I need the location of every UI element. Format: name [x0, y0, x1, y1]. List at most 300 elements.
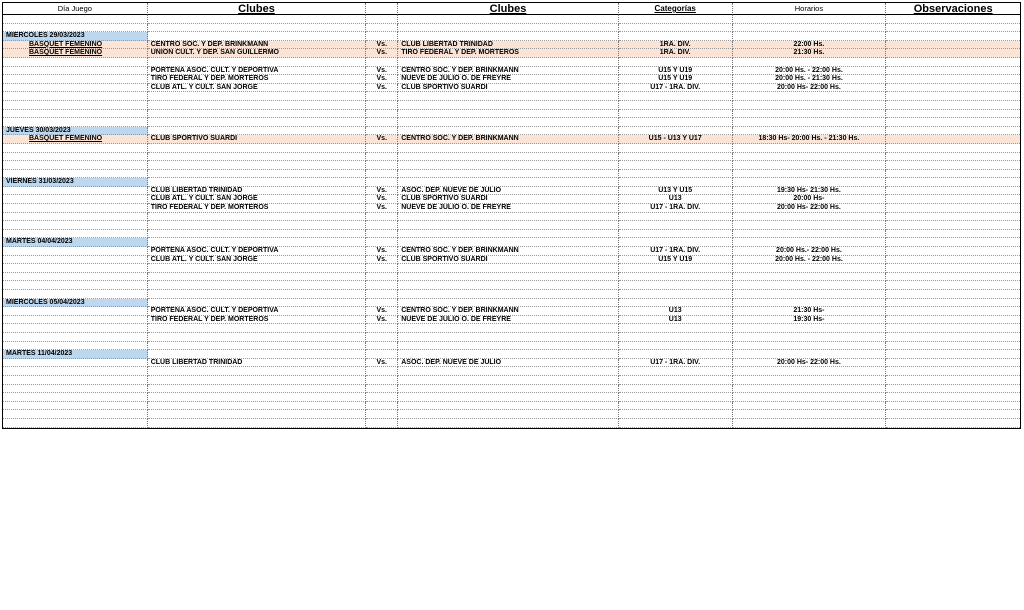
cell-horario — [733, 58, 887, 67]
cell-horario — [733, 281, 887, 290]
cell-horario — [733, 178, 887, 187]
cell-categoria — [619, 367, 733, 376]
cell-categoria — [619, 92, 733, 101]
cell-observaciones — [886, 376, 1020, 385]
cell-categoria — [619, 238, 733, 247]
cell-horario — [733, 376, 887, 385]
cell-club-visitante: ASOC. DEP. NUEVE DE JULIO — [398, 187, 619, 196]
cell-vs — [366, 342, 398, 351]
cell-horario — [733, 127, 887, 136]
blank-row — [3, 230, 1020, 239]
cell-categoria: U17 - 1RA. DIV. — [619, 204, 733, 213]
cell-dia: MIERCOLES 29/03/2023 — [3, 32, 148, 41]
header-dia-juego: Día Juego — [3, 3, 148, 15]
cell-club-local: CLUB ATL. Y CULT. SAN JORGE — [148, 195, 367, 204]
cell-horario — [733, 324, 887, 333]
cell-vs — [366, 290, 398, 299]
cell-club-local — [148, 376, 367, 385]
cell-observaciones — [886, 256, 1020, 265]
cell-categoria — [619, 170, 733, 179]
cell-categoria — [619, 58, 733, 67]
blank-row — [3, 290, 1020, 299]
blank-row — [3, 385, 1020, 394]
cell-observaciones — [886, 24, 1020, 33]
cell-club-local — [148, 333, 367, 342]
cell-dia — [3, 101, 148, 110]
cell-club-visitante — [398, 230, 619, 239]
cell-dia: BASQUET FEMENINO — [3, 41, 148, 50]
cell-vs: Vs. — [366, 195, 398, 204]
cell-dia — [3, 316, 148, 325]
cell-categoria — [619, 402, 733, 411]
cell-club-visitante: CLUB SPORTIVO SUARDI — [398, 256, 619, 265]
blank-row — [3, 221, 1020, 230]
cell-horario: 20:00 Hs- 22:00 Hs. — [733, 204, 887, 213]
cell-horario: 19:30 Hs- — [733, 316, 887, 325]
cell-vs — [366, 324, 398, 333]
cell-vs — [366, 281, 398, 290]
cell-observaciones — [886, 281, 1020, 290]
cell-club-visitante — [398, 281, 619, 290]
cell-observaciones — [886, 410, 1020, 419]
cell-club-local — [148, 161, 367, 170]
blank-row — [3, 264, 1020, 273]
header-categorias: Categorías — [619, 3, 733, 15]
cell-dia: JUEVES 30/03/2023 — [3, 127, 148, 136]
cell-categoria — [619, 101, 733, 110]
cell-dia — [3, 84, 148, 93]
cell-club-visitante — [398, 367, 619, 376]
cell-club-visitante — [398, 410, 619, 419]
cell-categoria — [619, 127, 733, 136]
blank-row — [3, 376, 1020, 385]
match-row — [3, 247, 1020, 256]
cell-club-visitante — [398, 153, 619, 162]
cell-vs: Vs. — [366, 256, 398, 265]
cell-club-local: PORTEÑA ASOC. CULT. Y DEPORTIVA — [148, 307, 367, 316]
cell-categoria — [619, 273, 733, 282]
cell-horario: 20:00 Hs. - 21:30 Hs. — [733, 75, 887, 84]
cell-club-local — [148, 342, 367, 351]
cell-club-visitante — [398, 118, 619, 127]
cell-club-visitante — [398, 110, 619, 119]
cell-dia — [3, 213, 148, 222]
cell-horario: 20:00 Hs.- 22:00 Hs. — [733, 247, 887, 256]
cell-club-visitante — [398, 264, 619, 273]
cell-club-visitante — [398, 419, 619, 428]
blank-row — [3, 367, 1020, 376]
blank-row — [3, 393, 1020, 402]
cell-categoria — [619, 24, 733, 33]
match-row — [3, 84, 1020, 93]
cell-club-local — [148, 15, 367, 24]
cell-vs — [366, 221, 398, 230]
cell-vs — [366, 393, 398, 402]
cell-vs — [366, 273, 398, 282]
cell-horario — [733, 410, 887, 419]
cell-dia — [3, 153, 148, 162]
cell-club-visitante — [398, 350, 619, 359]
cell-categoria: U17 - 1RA. DIV. — [619, 247, 733, 256]
cell-vs: Vs. — [366, 41, 398, 50]
cell-vs: Vs. — [366, 204, 398, 213]
match-row — [3, 187, 1020, 196]
cell-observaciones — [886, 110, 1020, 119]
blank-row — [3, 24, 1020, 33]
cell-categoria: 1RA. DIV. — [619, 49, 733, 58]
cell-horario: 20:00 Hs- 22:00 Hs. — [733, 84, 887, 93]
cell-dia — [3, 75, 148, 84]
cell-vs — [366, 110, 398, 119]
cell-club-local: CLUB LIBERTAD TRINIDAD — [148, 187, 367, 196]
cell-observaciones — [886, 187, 1020, 196]
cell-horario: 20:00 Hs- 22:00 Hs. — [733, 359, 887, 368]
cell-vs: Vs. — [366, 359, 398, 368]
cell-dia — [3, 195, 148, 204]
cell-observaciones — [886, 350, 1020, 359]
cell-dia — [3, 204, 148, 213]
cell-vs — [366, 238, 398, 247]
cell-horario: 22:00 Hs. — [733, 41, 887, 50]
cell-club-visitante — [398, 402, 619, 411]
cell-vs — [366, 230, 398, 239]
cell-dia — [3, 393, 148, 402]
cell-horario — [733, 402, 887, 411]
cell-vs — [366, 333, 398, 342]
cell-club-visitante — [398, 92, 619, 101]
cell-club-local: CLUB SPORTIVO SUARDI — [148, 135, 367, 144]
blank-row — [3, 118, 1020, 127]
blank-row — [3, 170, 1020, 179]
cell-horario: 20:00 Hs. - 22:00 Hs. — [733, 67, 887, 76]
cell-observaciones — [886, 299, 1020, 308]
cell-dia: MARTES 11/04/2023 — [3, 350, 148, 359]
cell-observaciones — [886, 178, 1020, 187]
cell-vs: Vs. — [366, 49, 398, 58]
header-row — [3, 3, 1020, 15]
cell-dia — [3, 161, 148, 170]
cell-observaciones — [886, 144, 1020, 153]
blank-row — [3, 58, 1020, 67]
cell-observaciones — [886, 101, 1020, 110]
blank-row — [3, 161, 1020, 170]
cell-categoria — [619, 32, 733, 41]
cell-categoria — [619, 221, 733, 230]
cell-categoria — [619, 299, 733, 308]
cell-vs — [366, 367, 398, 376]
cell-club-visitante — [398, 238, 619, 247]
day-row — [3, 32, 1020, 41]
cell-vs — [366, 385, 398, 394]
cell-categoria — [619, 385, 733, 394]
cell-observaciones — [886, 393, 1020, 402]
cell-club-local — [148, 24, 367, 33]
cell-club-local — [148, 101, 367, 110]
cell-categoria — [619, 419, 733, 428]
cell-dia: BASQUET FEMENINO — [3, 49, 148, 58]
cell-dia — [3, 247, 148, 256]
cell-vs — [366, 15, 398, 24]
cell-vs — [366, 264, 398, 273]
cell-club-local: TIRO FEDERAL Y DEP. MORTEROS — [148, 316, 367, 325]
cell-vs: Vs. — [366, 67, 398, 76]
cell-categoria — [619, 161, 733, 170]
cell-club-local — [148, 170, 367, 179]
cell-club-local: TIRO FEDERAL Y DEP. MORTEROS — [148, 75, 367, 84]
cell-horario — [733, 385, 887, 394]
cell-club-visitante: NUEVE DE JULIO O. DE FREYRE — [398, 204, 619, 213]
cell-observaciones — [886, 402, 1020, 411]
match-row — [3, 41, 1020, 50]
cell-categoria — [619, 264, 733, 273]
blank-row — [3, 273, 1020, 282]
cell-club-visitante: CLUB LIBERTAD TRINIDAD — [398, 41, 619, 50]
cell-club-visitante — [398, 58, 619, 67]
cell-categoria — [619, 410, 733, 419]
cell-categoria: 1RA. DIV. — [619, 41, 733, 50]
cell-club-visitante — [398, 376, 619, 385]
cell-observaciones — [886, 385, 1020, 394]
cell-vs — [366, 24, 398, 33]
cell-observaciones — [886, 58, 1020, 67]
cell-horario — [733, 221, 887, 230]
cell-observaciones — [886, 367, 1020, 376]
cell-horario — [733, 350, 887, 359]
cell-observaciones — [886, 15, 1020, 24]
cell-club-visitante: CENTRO SOC. Y DEP. BRINKMANN — [398, 307, 619, 316]
cell-categoria — [619, 178, 733, 187]
cell-horario — [733, 118, 887, 127]
cell-club-local — [148, 419, 367, 428]
cell-categoria — [619, 350, 733, 359]
match-row — [3, 135, 1020, 144]
cell-vs — [366, 144, 398, 153]
cell-club-visitante: CLUB SPORTIVO SUARDI — [398, 84, 619, 93]
blank-row — [3, 410, 1020, 419]
cell-horario — [733, 333, 887, 342]
cell-horario — [733, 144, 887, 153]
cell-dia — [3, 187, 148, 196]
cell-club-visitante — [398, 333, 619, 342]
cell-observaciones — [886, 359, 1020, 368]
cell-dia — [3, 170, 148, 179]
cell-categoria — [619, 333, 733, 342]
cell-horario — [733, 273, 887, 282]
cell-vs: Vs. — [366, 316, 398, 325]
cell-horario — [733, 170, 887, 179]
cell-categoria: U15 Y U19 — [619, 67, 733, 76]
cell-dia — [3, 273, 148, 282]
cell-horario — [733, 299, 887, 308]
day-row — [3, 350, 1020, 359]
cell-club-local — [148, 393, 367, 402]
cell-club-visitante — [398, 161, 619, 170]
cell-observaciones — [886, 221, 1020, 230]
cell-observaciones — [886, 316, 1020, 325]
cell-vs — [366, 161, 398, 170]
cell-club-visitante — [398, 32, 619, 41]
cell-dia — [3, 67, 148, 76]
cell-club-visitante — [398, 178, 619, 187]
day-row — [3, 299, 1020, 308]
cell-vs — [366, 178, 398, 187]
cell-dia — [3, 58, 148, 67]
cell-club-local — [148, 127, 367, 136]
cell-club-visitante — [398, 170, 619, 179]
match-row — [3, 204, 1020, 213]
cell-categoria — [619, 393, 733, 402]
cell-horario: 19:30 Hs- 21:30 Hs. — [733, 187, 887, 196]
cell-club-local — [148, 238, 367, 247]
cell-categoria: U15 Y U19 — [619, 256, 733, 265]
cell-categoria — [619, 290, 733, 299]
cell-observaciones — [886, 127, 1020, 136]
cell-dia — [3, 385, 148, 394]
header-horarios: Horarios — [733, 3, 887, 15]
cell-observaciones — [886, 84, 1020, 93]
cell-observaciones — [886, 161, 1020, 170]
cell-dia — [3, 402, 148, 411]
blank-row — [3, 15, 1020, 24]
cell-club-local — [148, 402, 367, 411]
cell-observaciones — [886, 92, 1020, 101]
cell-club-visitante — [398, 144, 619, 153]
cell-dia — [3, 359, 148, 368]
cell-club-local — [148, 178, 367, 187]
cell-club-local: CLUB LIBERTAD TRINIDAD — [148, 359, 367, 368]
cell-club-local — [148, 290, 367, 299]
cell-vs: Vs. — [366, 75, 398, 84]
cell-dia — [3, 24, 148, 33]
cell-observaciones — [886, 170, 1020, 179]
cell-vs — [366, 170, 398, 179]
cell-categoria: U13 Y U15 — [619, 187, 733, 196]
cell-observaciones — [886, 238, 1020, 247]
cell-vs — [366, 419, 398, 428]
cell-vs — [366, 213, 398, 222]
cell-club-local — [148, 367, 367, 376]
cell-dia: MIERCOLES 05/04/2023 — [3, 299, 148, 308]
cell-categoria: U15 Y U19 — [619, 75, 733, 84]
cell-club-local: CENTRO SOC. Y DEP. BRINKMANN — [148, 41, 367, 50]
cell-horario — [733, 342, 887, 351]
cell-dia — [3, 324, 148, 333]
cell-horario: 18:30 Hs- 20:00 Hs. - 21:30 Hs. — [733, 135, 887, 144]
cell-club-local — [148, 213, 367, 222]
cell-dia — [3, 144, 148, 153]
cell-observaciones — [886, 333, 1020, 342]
header-vs — [366, 3, 398, 15]
cell-observaciones — [886, 290, 1020, 299]
cell-vs — [366, 299, 398, 308]
cell-vs: Vs. — [366, 247, 398, 256]
cell-club-local — [148, 264, 367, 273]
cell-horario — [733, 15, 887, 24]
blank-row — [3, 402, 1020, 411]
cell-club-visitante — [398, 24, 619, 33]
cell-club-local — [148, 144, 367, 153]
cell-club-local: CLUB ATL. Y CULT. SAN JORGE — [148, 84, 367, 93]
cell-club-local — [148, 230, 367, 239]
cell-dia: VIERNES 31/03/2023 — [3, 178, 148, 187]
cell-club-local: TIRO FEDERAL Y DEP. MORTEROS — [148, 204, 367, 213]
cell-horario — [733, 230, 887, 239]
cell-dia — [3, 221, 148, 230]
cell-categoria — [619, 213, 733, 222]
match-row — [3, 67, 1020, 76]
cell-club-visitante — [398, 221, 619, 230]
cell-observaciones — [886, 135, 1020, 144]
cell-vs: Vs. — [366, 187, 398, 196]
cell-vs — [366, 32, 398, 41]
cell-club-local — [148, 153, 367, 162]
cell-observaciones — [886, 41, 1020, 50]
cell-dia — [3, 410, 148, 419]
cell-club-local — [148, 58, 367, 67]
cell-vs — [366, 118, 398, 127]
match-row — [3, 256, 1020, 265]
cell-club-local — [148, 32, 367, 41]
cell-categoria — [619, 118, 733, 127]
cell-club-local — [148, 92, 367, 101]
cell-club-visitante: CENTRO SOC. Y DEP. BRINKMANN — [398, 135, 619, 144]
match-row — [3, 307, 1020, 316]
cell-observaciones — [886, 75, 1020, 84]
cell-club-local — [148, 385, 367, 394]
cell-dia — [3, 333, 148, 342]
cell-horario — [733, 92, 887, 101]
cell-club-visitante — [398, 290, 619, 299]
cell-club-local — [148, 273, 367, 282]
day-row — [3, 178, 1020, 187]
cell-horario — [733, 32, 887, 41]
cell-categoria — [619, 281, 733, 290]
cell-dia — [3, 290, 148, 299]
cell-categoria — [619, 324, 733, 333]
cell-club-visitante — [398, 15, 619, 24]
cell-dia — [3, 342, 148, 351]
cell-observaciones — [886, 204, 1020, 213]
match-row — [3, 195, 1020, 204]
blank-row — [3, 342, 1020, 351]
cell-dia — [3, 230, 148, 239]
cell-club-visitante: NUEVE DE JULIO O. DE FREYRE — [398, 75, 619, 84]
match-row — [3, 75, 1020, 84]
header-clubes-local: Clubes — [148, 3, 367, 15]
cell-horario: 21:30 Hs. — [733, 49, 887, 58]
cell-vs — [366, 402, 398, 411]
cell-club-local — [148, 299, 367, 308]
cell-club-visitante: NUEVE DE JULIO O. DE FREYRE — [398, 316, 619, 325]
cell-club-local — [148, 350, 367, 359]
schedule-rows — [3, 15, 1020, 428]
cell-club-local — [148, 110, 367, 119]
cell-categoria: U17 - 1RA. DIV. — [619, 84, 733, 93]
cell-club-visitante — [398, 299, 619, 308]
cell-observaciones — [886, 247, 1020, 256]
cell-club-visitante: TIRO FEDERAL Y DEP. MORTEROS — [398, 49, 619, 58]
cell-club-local — [148, 410, 367, 419]
cell-club-visitante — [398, 213, 619, 222]
cell-club-local — [148, 281, 367, 290]
cell-horario — [733, 264, 887, 273]
cell-horario — [733, 101, 887, 110]
cell-observaciones — [886, 195, 1020, 204]
blank-row — [3, 92, 1020, 101]
cell-categoria: U13 — [619, 307, 733, 316]
cell-categoria — [619, 15, 733, 24]
cell-club-visitante — [398, 385, 619, 394]
